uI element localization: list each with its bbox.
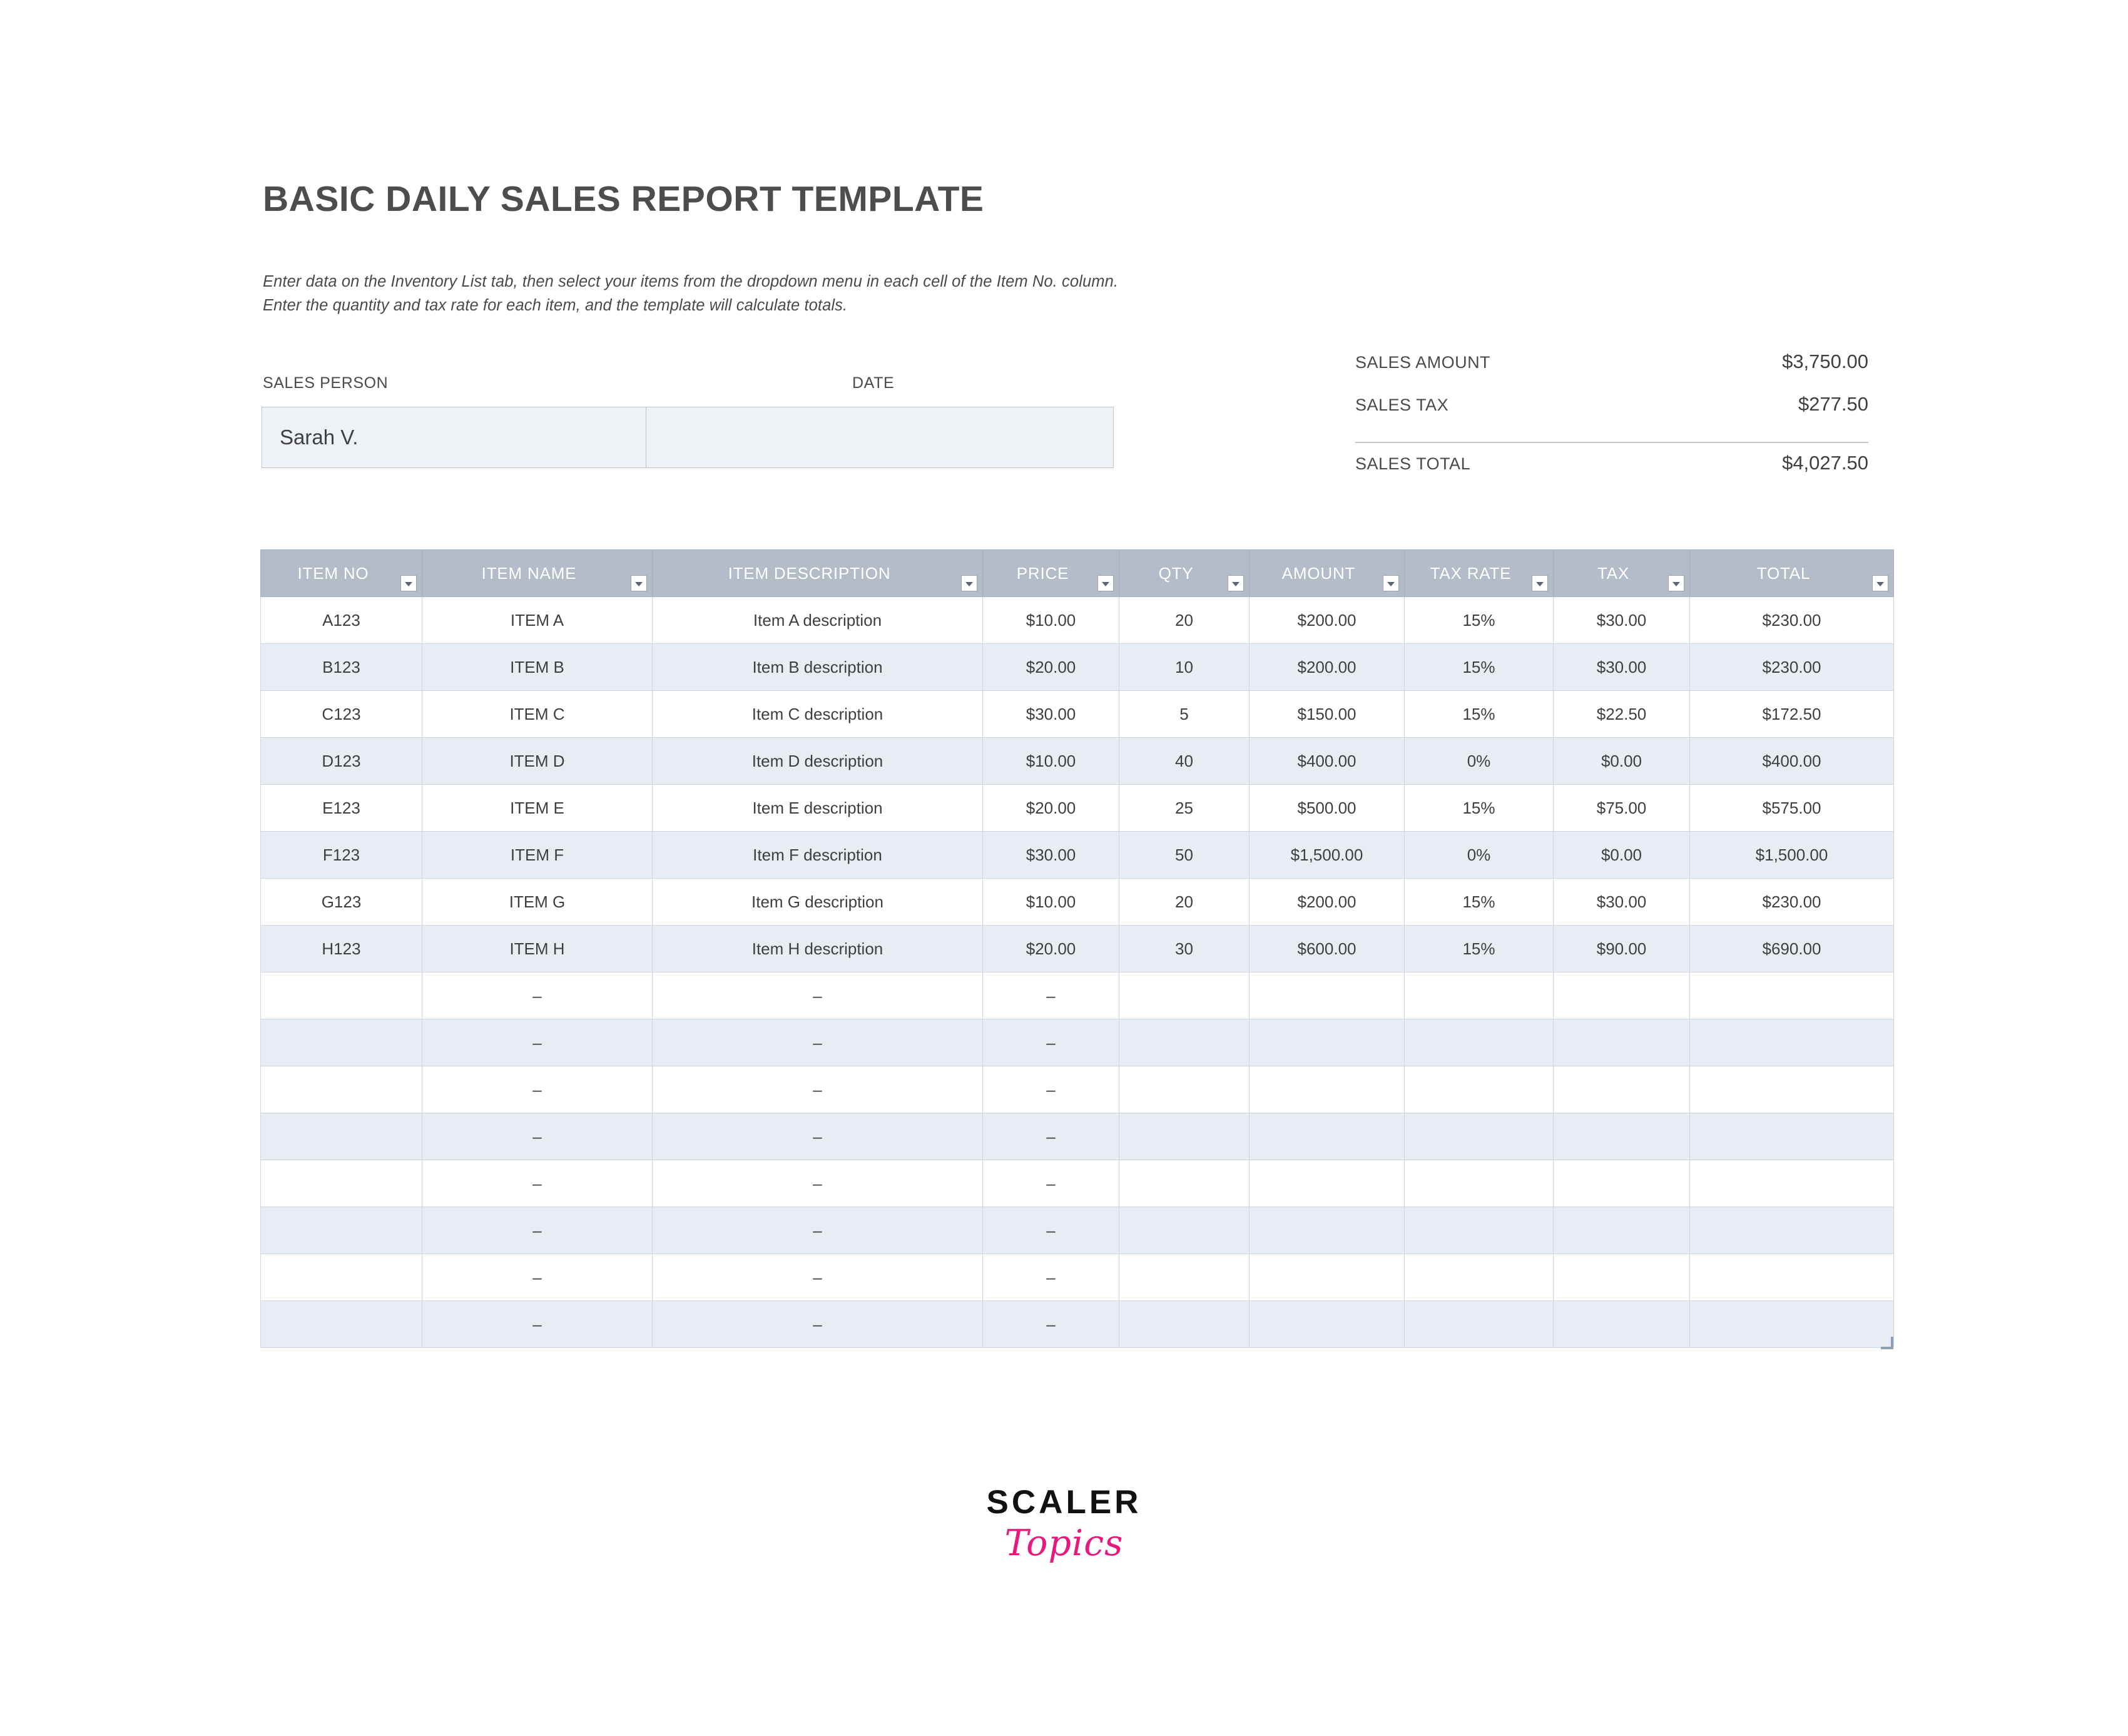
cell-price[interactable]: –	[983, 1160, 1119, 1207]
cell-description[interactable]: –	[653, 1207, 983, 1254]
cell-total[interactable]	[1690, 1207, 1894, 1254]
cell-tax-rate[interactable]	[1405, 1160, 1554, 1207]
column-header-amount-label: AMOUNT	[1281, 563, 1356, 583]
sales-total-value: $4,027.50	[1782, 452, 1868, 474]
column-header-tax-rate-label: TAX RATE	[1430, 563, 1512, 583]
cell-item-name[interactable]: ITEM C	[422, 691, 653, 738]
cell-item-no[interactable]	[261, 973, 422, 1019]
cell-price[interactable]: –	[983, 1207, 1119, 1254]
cell-item-name[interactable]: ITEM F	[422, 832, 653, 879]
cell-tax-rate[interactable]: 15%	[1405, 644, 1554, 691]
logo-sub-text: Topics	[1004, 1523, 1124, 1564]
cell-qty[interactable]	[1119, 1254, 1250, 1301]
cell-item-name[interactable]: ITEM D	[422, 738, 653, 785]
table-row	[261, 785, 1894, 832]
cell-item-name[interactable]: ITEM H	[422, 926, 653, 973]
cell-tax[interactable]: $75.00	[1554, 785, 1690, 832]
column-header-tax-rate[interactable]	[1405, 550, 1554, 597]
cell-tax-rate[interactable]	[1405, 973, 1554, 1019]
cell-price[interactable]: –	[983, 1254, 1119, 1301]
cell-amount[interactable]: $400.00	[1250, 738, 1405, 785]
table-row	[261, 973, 1894, 1019]
cell-tax-rate[interactable]: 15%	[1405, 785, 1554, 832]
cell-item-name[interactable]: –	[422, 1301, 653, 1348]
filter-dropdown-icon[interactable]	[631, 575, 647, 591]
cell-item-name[interactable]: ITEM A	[422, 597, 653, 644]
cell-item-name[interactable]: –	[422, 1254, 653, 1301]
cell-total[interactable]: $230.00	[1690, 597, 1894, 644]
column-header-total[interactable]	[1690, 550, 1894, 597]
cell-qty[interactable]	[1119, 1301, 1250, 1348]
cell-tax[interactable]	[1554, 1254, 1690, 1301]
cell-total[interactable]	[1690, 973, 1894, 1019]
cell-price[interactable]: –	[983, 973, 1119, 1019]
cell-tax[interactable]	[1554, 973, 1690, 1019]
cell-price[interactable]: –	[983, 1113, 1119, 1160]
cell-price[interactable]: –	[983, 1019, 1119, 1066]
table-row	[261, 597, 1894, 644]
cell-qty[interactable]: 20	[1119, 597, 1250, 644]
table-resize-handle[interactable]	[1881, 1337, 1893, 1349]
cell-tax-rate[interactable]: 15%	[1405, 597, 1554, 644]
cell-item-name[interactable]: ITEM B	[422, 644, 653, 691]
cell-price[interactable]: $20.00	[983, 644, 1119, 691]
summary-row-sales-amount	[1355, 350, 1868, 393]
cell-tax[interactable]: $30.00	[1554, 879, 1690, 926]
column-header-item-description[interactable]	[653, 550, 983, 597]
filter-dropdown-icon[interactable]	[1668, 575, 1684, 591]
cell-item-name[interactable]: –	[422, 1066, 653, 1113]
cell-item-name[interactable]: –	[422, 973, 653, 1019]
cell-tax[interactable]	[1554, 1301, 1690, 1348]
cell-tax[interactable]: $30.00	[1554, 644, 1690, 691]
cell-total[interactable]: $172.50	[1690, 691, 1894, 738]
cell-total[interactable]	[1690, 1254, 1894, 1301]
column-header-tax-label: TAX	[1597, 563, 1630, 583]
cell-description[interactable]: Item A description	[653, 597, 983, 644]
cell-total[interactable]	[1690, 1160, 1894, 1207]
filter-dropdown-icon[interactable]	[961, 575, 977, 591]
sales-total-label: SALES TOTAL	[1355, 454, 1471, 473]
cell-amount[interactable]: $200.00	[1250, 644, 1405, 691]
cell-item-no[interactable]	[261, 1207, 422, 1254]
cell-item-no[interactable]: E123	[261, 785, 422, 832]
cell-tax-rate[interactable]	[1405, 1113, 1554, 1160]
cell-qty[interactable]: 5	[1119, 691, 1250, 738]
cell-amount[interactable]: $1,500.00	[1250, 832, 1405, 879]
cell-item-name[interactable]: –	[422, 1113, 653, 1160]
table-row	[261, 1113, 1894, 1160]
cell-tax-rate[interactable]	[1405, 1019, 1554, 1066]
table-row	[261, 926, 1894, 973]
cell-qty[interactable]: 10	[1119, 644, 1250, 691]
instructions-block	[263, 270, 1118, 317]
date-input[interactable]	[646, 407, 1113, 467]
summary-block	[1355, 350, 1868, 494]
cell-total[interactable]	[1690, 1113, 1894, 1160]
cell-item-no[interactable]: B123	[261, 644, 422, 691]
cell-amount[interactable]	[1250, 1254, 1405, 1301]
cell-tax[interactable]	[1554, 1207, 1690, 1254]
cell-tax-rate[interactable]	[1405, 1066, 1554, 1113]
table-row	[261, 644, 1894, 691]
cell-price[interactable]: $10.00	[983, 738, 1119, 785]
cell-amount[interactable]	[1250, 1019, 1405, 1066]
column-header-item-name-label: ITEM NAME	[481, 563, 577, 583]
cell-tax[interactable]	[1554, 1066, 1690, 1113]
cell-qty[interactable]: 25	[1119, 785, 1250, 832]
cell-qty[interactable]: 30	[1119, 926, 1250, 973]
cell-item-no[interactable]: H123	[261, 926, 422, 973]
table-row	[261, 691, 1894, 738]
sales-amount-label: SALES AMOUNT	[1355, 353, 1491, 372]
sales-table-body	[261, 597, 1894, 1348]
cell-price[interactable]: $20.00	[983, 926, 1119, 973]
sales-amount-value: $3,750.00	[1782, 350, 1868, 372]
cell-amount[interactable]	[1250, 1066, 1405, 1113]
table-row	[261, 832, 1894, 879]
cell-total[interactable]	[1690, 1019, 1894, 1066]
summary-divider	[1355, 442, 1868, 443]
instructions-line-1: Enter data on the Inventory List tab, then select your items from the dropdown menu in each cell of the Item No. column.	[263, 273, 1119, 290]
cell-qty[interactable]: 50	[1119, 832, 1250, 879]
cell-description[interactable]: –	[653, 973, 983, 1019]
cell-qty[interactable]: 40	[1119, 738, 1250, 785]
instructions-line-2: Enter the quantity and tax rate for each item, and the template will calculate totals.	[263, 296, 848, 314]
cell-amount[interactable]: $200.00	[1250, 879, 1405, 926]
cell-item-no[interactable]: C123	[261, 691, 422, 738]
cell-tax-rate[interactable]: 15%	[1405, 691, 1554, 738]
page-title: BASIC DAILY SALES REPORT TEMPLATE	[263, 179, 984, 219]
column-header-price[interactable]	[983, 550, 1119, 597]
column-header-tax[interactable]	[1554, 550, 1690, 597]
column-header-total-label: TOTAL	[1756, 563, 1811, 583]
sales-tax-label: SALES TAX	[1355, 396, 1449, 414]
sales-table	[260, 549, 1894, 1348]
column-header-qty-label: QTY	[1158, 563, 1194, 583]
cell-total[interactable]: $1,500.00	[1690, 832, 1894, 879]
cell-tax-rate[interactable]	[1405, 1207, 1554, 1254]
column-header-item-no-label: ITEM NO	[297, 563, 369, 583]
cell-price[interactable]: –	[983, 1066, 1119, 1113]
cell-item-no[interactable]	[261, 1113, 422, 1160]
cell-item-name[interactable]: –	[422, 1019, 653, 1066]
cell-description[interactable]: –	[653, 1301, 983, 1348]
salesperson-date-row	[262, 407, 1114, 468]
table-row	[261, 1160, 1894, 1207]
cell-item-no[interactable]: F123	[261, 832, 422, 879]
cell-description[interactable]: –	[653, 1113, 983, 1160]
cell-amount[interactable]	[1250, 1301, 1405, 1348]
cell-amount[interactable]: $200.00	[1250, 597, 1405, 644]
cell-tax[interactable]: $30.00	[1554, 597, 1690, 644]
cell-total[interactable]: $400.00	[1690, 738, 1894, 785]
date-label: DATE	[852, 374, 895, 392]
cell-total[interactable]: $575.00	[1690, 785, 1894, 832]
column-header-item-no[interactable]	[261, 550, 422, 597]
cell-qty[interactable]	[1119, 1207, 1250, 1254]
cell-tax-rate[interactable]	[1405, 1254, 1554, 1301]
cell-total[interactable]	[1690, 1301, 1894, 1348]
cell-tax[interactable]: $22.50	[1554, 691, 1690, 738]
cell-qty[interactable]	[1119, 973, 1250, 1019]
cell-total[interactable]: $690.00	[1690, 926, 1894, 973]
cell-qty[interactable]	[1119, 1113, 1250, 1160]
cell-item-no[interactable]: G123	[261, 879, 422, 926]
cell-item-no[interactable]	[261, 1160, 422, 1207]
filter-dropdown-icon[interactable]	[1383, 575, 1399, 591]
cell-description[interactable]: Item B description	[653, 644, 983, 691]
cell-total[interactable]: $230.00	[1690, 644, 1894, 691]
cell-tax-rate[interactable]: 15%	[1405, 926, 1554, 973]
scaler-topics-logo	[0, 1483, 2128, 1564]
cell-amount[interactable]	[1250, 973, 1405, 1019]
column-header-item-description-label: ITEM DESCRIPTION	[728, 563, 891, 583]
cell-tax[interactable]	[1554, 1019, 1690, 1066]
cell-amount[interactable]	[1250, 1160, 1405, 1207]
filter-dropdown-icon[interactable]	[1097, 575, 1114, 591]
filter-dropdown-icon[interactable]	[1532, 575, 1548, 591]
cell-total[interactable]: $230.00	[1690, 879, 1894, 926]
table-row	[261, 1019, 1894, 1066]
cell-item-name[interactable]: –	[422, 1160, 653, 1207]
table-row	[261, 1207, 1894, 1254]
logo-main-text: SCALER	[986, 1484, 1142, 1521]
salesperson-input[interactable]: Sarah V.	[262, 407, 646, 467]
table-row	[261, 879, 1894, 926]
cell-qty[interactable]: 20	[1119, 879, 1250, 926]
cell-description[interactable]: –	[653, 1019, 983, 1066]
cell-description[interactable]: Item D description	[653, 738, 983, 785]
table-row	[261, 738, 1894, 785]
cell-description[interactable]: –	[653, 1254, 983, 1301]
cell-tax-rate[interactable]	[1405, 1301, 1554, 1348]
column-header-price-label: PRICE	[1016, 563, 1069, 583]
cell-qty[interactable]	[1119, 1066, 1250, 1113]
cell-tax[interactable]	[1554, 1113, 1690, 1160]
cell-qty[interactable]	[1119, 1019, 1250, 1066]
cell-amount[interactable]: $500.00	[1250, 785, 1405, 832]
cell-price[interactable]: $20.00	[983, 785, 1119, 832]
cell-tax[interactable]: $0.00	[1554, 832, 1690, 879]
column-header-qty[interactable]	[1119, 550, 1250, 597]
cell-tax[interactable]: $0.00	[1554, 738, 1690, 785]
summary-row-sales-tax	[1355, 393, 1868, 436]
column-header-amount[interactable]	[1250, 550, 1405, 597]
cell-total[interactable]	[1690, 1066, 1894, 1113]
cell-item-name[interactable]: ITEM E	[422, 785, 653, 832]
summary-row-sales-total	[1355, 452, 1868, 494]
cell-price[interactable]: $10.00	[983, 879, 1119, 926]
cell-qty[interactable]	[1119, 1160, 1250, 1207]
cell-price[interactable]: $10.00	[983, 597, 1119, 644]
cell-description[interactable]: Item H description	[653, 926, 983, 973]
cell-amount[interactable]: $150.00	[1250, 691, 1405, 738]
cell-item-name[interactable]: ITEM G	[422, 879, 653, 926]
table-row	[261, 1254, 1894, 1301]
cell-item-no[interactable]	[261, 1019, 422, 1066]
cell-tax-rate[interactable]: 0%	[1405, 832, 1554, 879]
table-header-row	[261, 550, 1894, 597]
cell-tax[interactable]: $90.00	[1554, 926, 1690, 973]
cell-item-no[interactable]	[261, 1254, 422, 1301]
cell-price[interactable]: $30.00	[983, 691, 1119, 738]
cell-description[interactable]: Item C description	[653, 691, 983, 738]
cell-tax-rate[interactable]: 15%	[1405, 879, 1554, 926]
column-header-item-name[interactable]	[422, 550, 653, 597]
filter-dropdown-icon[interactable]	[1872, 575, 1888, 591]
cell-amount[interactable]	[1250, 1113, 1405, 1160]
salesperson-label: SALES PERSON	[263, 374, 389, 392]
sales-tax-value: $277.50	[1798, 393, 1868, 415]
sales-table-container	[260, 549, 1892, 1348]
cell-description[interactable]: Item G description	[653, 879, 983, 926]
cell-amount[interactable]: $600.00	[1250, 926, 1405, 973]
table-row	[261, 1066, 1894, 1113]
cell-description[interactable]: –	[653, 1160, 983, 1207]
cell-item-no[interactable]	[261, 1301, 422, 1348]
cell-description[interactable]: Item F description	[653, 832, 983, 879]
cell-item-name[interactable]: –	[422, 1207, 653, 1254]
cell-price[interactable]: –	[983, 1301, 1119, 1348]
cell-item-no[interactable]: D123	[261, 738, 422, 785]
cell-tax-rate[interactable]: 0%	[1405, 738, 1554, 785]
cell-price[interactable]: $30.00	[983, 832, 1119, 879]
table-row	[261, 1301, 1894, 1348]
cell-description[interactable]: Item E description	[653, 785, 983, 832]
cell-item-no[interactable]	[261, 1066, 422, 1113]
cell-amount[interactable]	[1250, 1207, 1405, 1254]
cell-tax[interactable]	[1554, 1160, 1690, 1207]
cell-item-no[interactable]: A123	[261, 597, 422, 644]
filter-dropdown-icon[interactable]	[1228, 575, 1244, 591]
cell-description[interactable]: –	[653, 1066, 983, 1113]
filter-dropdown-icon[interactable]	[400, 575, 417, 591]
